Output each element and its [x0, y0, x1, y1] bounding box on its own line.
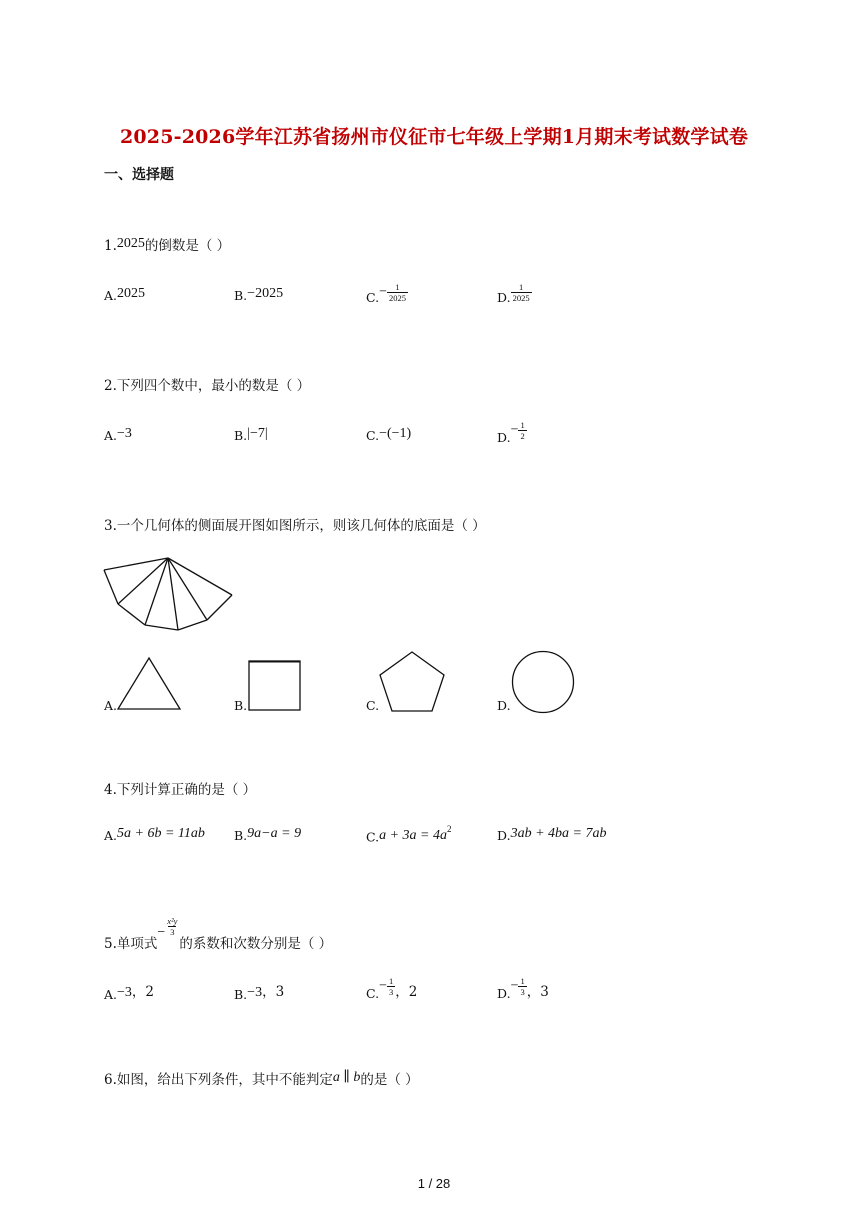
option-label: D. — [497, 430, 511, 445]
option-label: B. — [234, 987, 248, 1002]
math-value: a ∥ b — [332, 1070, 361, 1085]
option-5a — [104, 983, 154, 1004]
option-tail: ，3 — [526, 984, 549, 1000]
fraction-denominator: 2025 — [389, 293, 406, 303]
question-number: 1. — [104, 238, 117, 254]
question-number: 2. — [104, 378, 117, 394]
option-label: C. — [366, 986, 380, 1001]
math-sign: − — [510, 978, 519, 994]
fraction-numerator: 1 — [520, 976, 525, 986]
pentagon-icon — [377, 650, 447, 714]
question-number: 4. — [104, 782, 117, 798]
fraction-numerator: 1 — [395, 282, 400, 292]
option-4c — [366, 824, 452, 847]
fraction — [387, 976, 395, 997]
question-4 — [104, 778, 256, 798]
option-5b — [234, 983, 284, 1004]
option-label: A. — [104, 428, 118, 443]
option-label: B. — [234, 698, 248, 713]
math-sign: − — [379, 978, 387, 994]
option-label: C. — [366, 829, 380, 845]
option-label: B. — [234, 828, 248, 843]
fraction-numerator: 1 — [518, 282, 524, 292]
question-number: 3. — [104, 518, 117, 534]
question-5 — [104, 914, 333, 952]
question-stem: 下列计算正确的是（ ） — [116, 782, 257, 798]
option-3d — [497, 698, 511, 714]
fraction-numerator: 1 — [389, 976, 394, 986]
page-number: 1 / 28 — [417, 1176, 451, 1191]
math-value: 9a−a = 9 — [247, 826, 302, 841]
question-stem: 下列四个数中，最小的数是（ ） — [116, 378, 311, 394]
question-stem: 一个几何体的侧面展开图如图所示，则该几何体的底面是（ ） — [116, 518, 486, 534]
question-number: 6. — [104, 1072, 117, 1088]
option-label: A. — [104, 828, 118, 843]
circle-icon — [510, 650, 576, 714]
option-label: D. — [497, 986, 511, 1001]
question-stem: 的系数和次数分别是（ ） — [179, 936, 333, 952]
option-label: C. — [366, 290, 380, 305]
math-value: 3ab + 4ba = 7ab — [510, 826, 607, 841]
math-sign: − — [157, 924, 166, 940]
math-value: 2025 — [116, 236, 145, 251]
option-4d — [497, 828, 606, 845]
fraction-denominator: 2 — [520, 431, 525, 441]
question-stem: 的倒数是（ ） — [144, 238, 231, 254]
math-value: −(−1) — [379, 426, 412, 441]
question-number: 5. — [104, 936, 117, 952]
option-tail: ，3 — [262, 984, 285, 1000]
option-label: B. — [234, 288, 248, 303]
question-6 — [104, 1068, 419, 1089]
option-label: C. — [366, 428, 380, 443]
fraction-denominator: 3 — [170, 927, 175, 937]
question-stem: 的是（ ） — [360, 1072, 419, 1088]
fraction — [518, 976, 526, 997]
option-tail: ，2 — [395, 984, 418, 1000]
math-value: 5a + 6b = 11ab — [117, 826, 205, 841]
fraction-denominator: 3 — [389, 987, 394, 997]
math-value: a + 3a = 4a — [379, 827, 447, 843]
option-label: B. — [234, 428, 248, 443]
option-5d — [497, 974, 549, 1001]
option-4b — [234, 828, 301, 845]
option-5c — [366, 974, 418, 1001]
page-title: 2025-2026学年江苏省扬州市仪征市七年级上学期1月期末考试数学试卷 — [119, 126, 749, 148]
option-label: D. — [497, 698, 511, 713]
option-label: A. — [104, 698, 118, 713]
math-value: −2025 — [247, 286, 284, 301]
option-label: C. — [366, 698, 380, 713]
fraction-numerator: x²y — [167, 916, 178, 926]
math-sign: − — [510, 422, 519, 438]
question-stem: 如图，给出下列条件，其中不能判定 — [116, 1072, 333, 1088]
math-value: −3 — [247, 985, 263, 1000]
fraction-denominator: 3 — [520, 987, 525, 997]
option-label: D. — [497, 828, 511, 843]
math-exponent: 2 — [447, 824, 452, 834]
option-tail: ，2 — [131, 984, 155, 1000]
math-value: |−7| — [247, 426, 268, 441]
square-icon — [247, 659, 303, 712]
option-label: D. — [497, 290, 511, 305]
option-label: A. — [104, 987, 118, 1002]
option-3b — [234, 698, 247, 714]
fraction — [165, 916, 179, 937]
fraction-numerator: 1 — [520, 420, 525, 430]
triangle-icon — [116, 656, 182, 712]
math-sign: − — [379, 284, 387, 300]
question-stem: 单项式 — [116, 936, 158, 952]
math-value: −3 — [117, 426, 132, 441]
math-value: 2025 — [117, 286, 146, 301]
option-label: A. — [104, 288, 118, 303]
option-4a — [104, 828, 205, 845]
section-heading: 一、选择题 — [104, 167, 174, 183]
math-value: −3 — [117, 985, 132, 1000]
fraction-denominator: 2025 — [512, 293, 530, 303]
